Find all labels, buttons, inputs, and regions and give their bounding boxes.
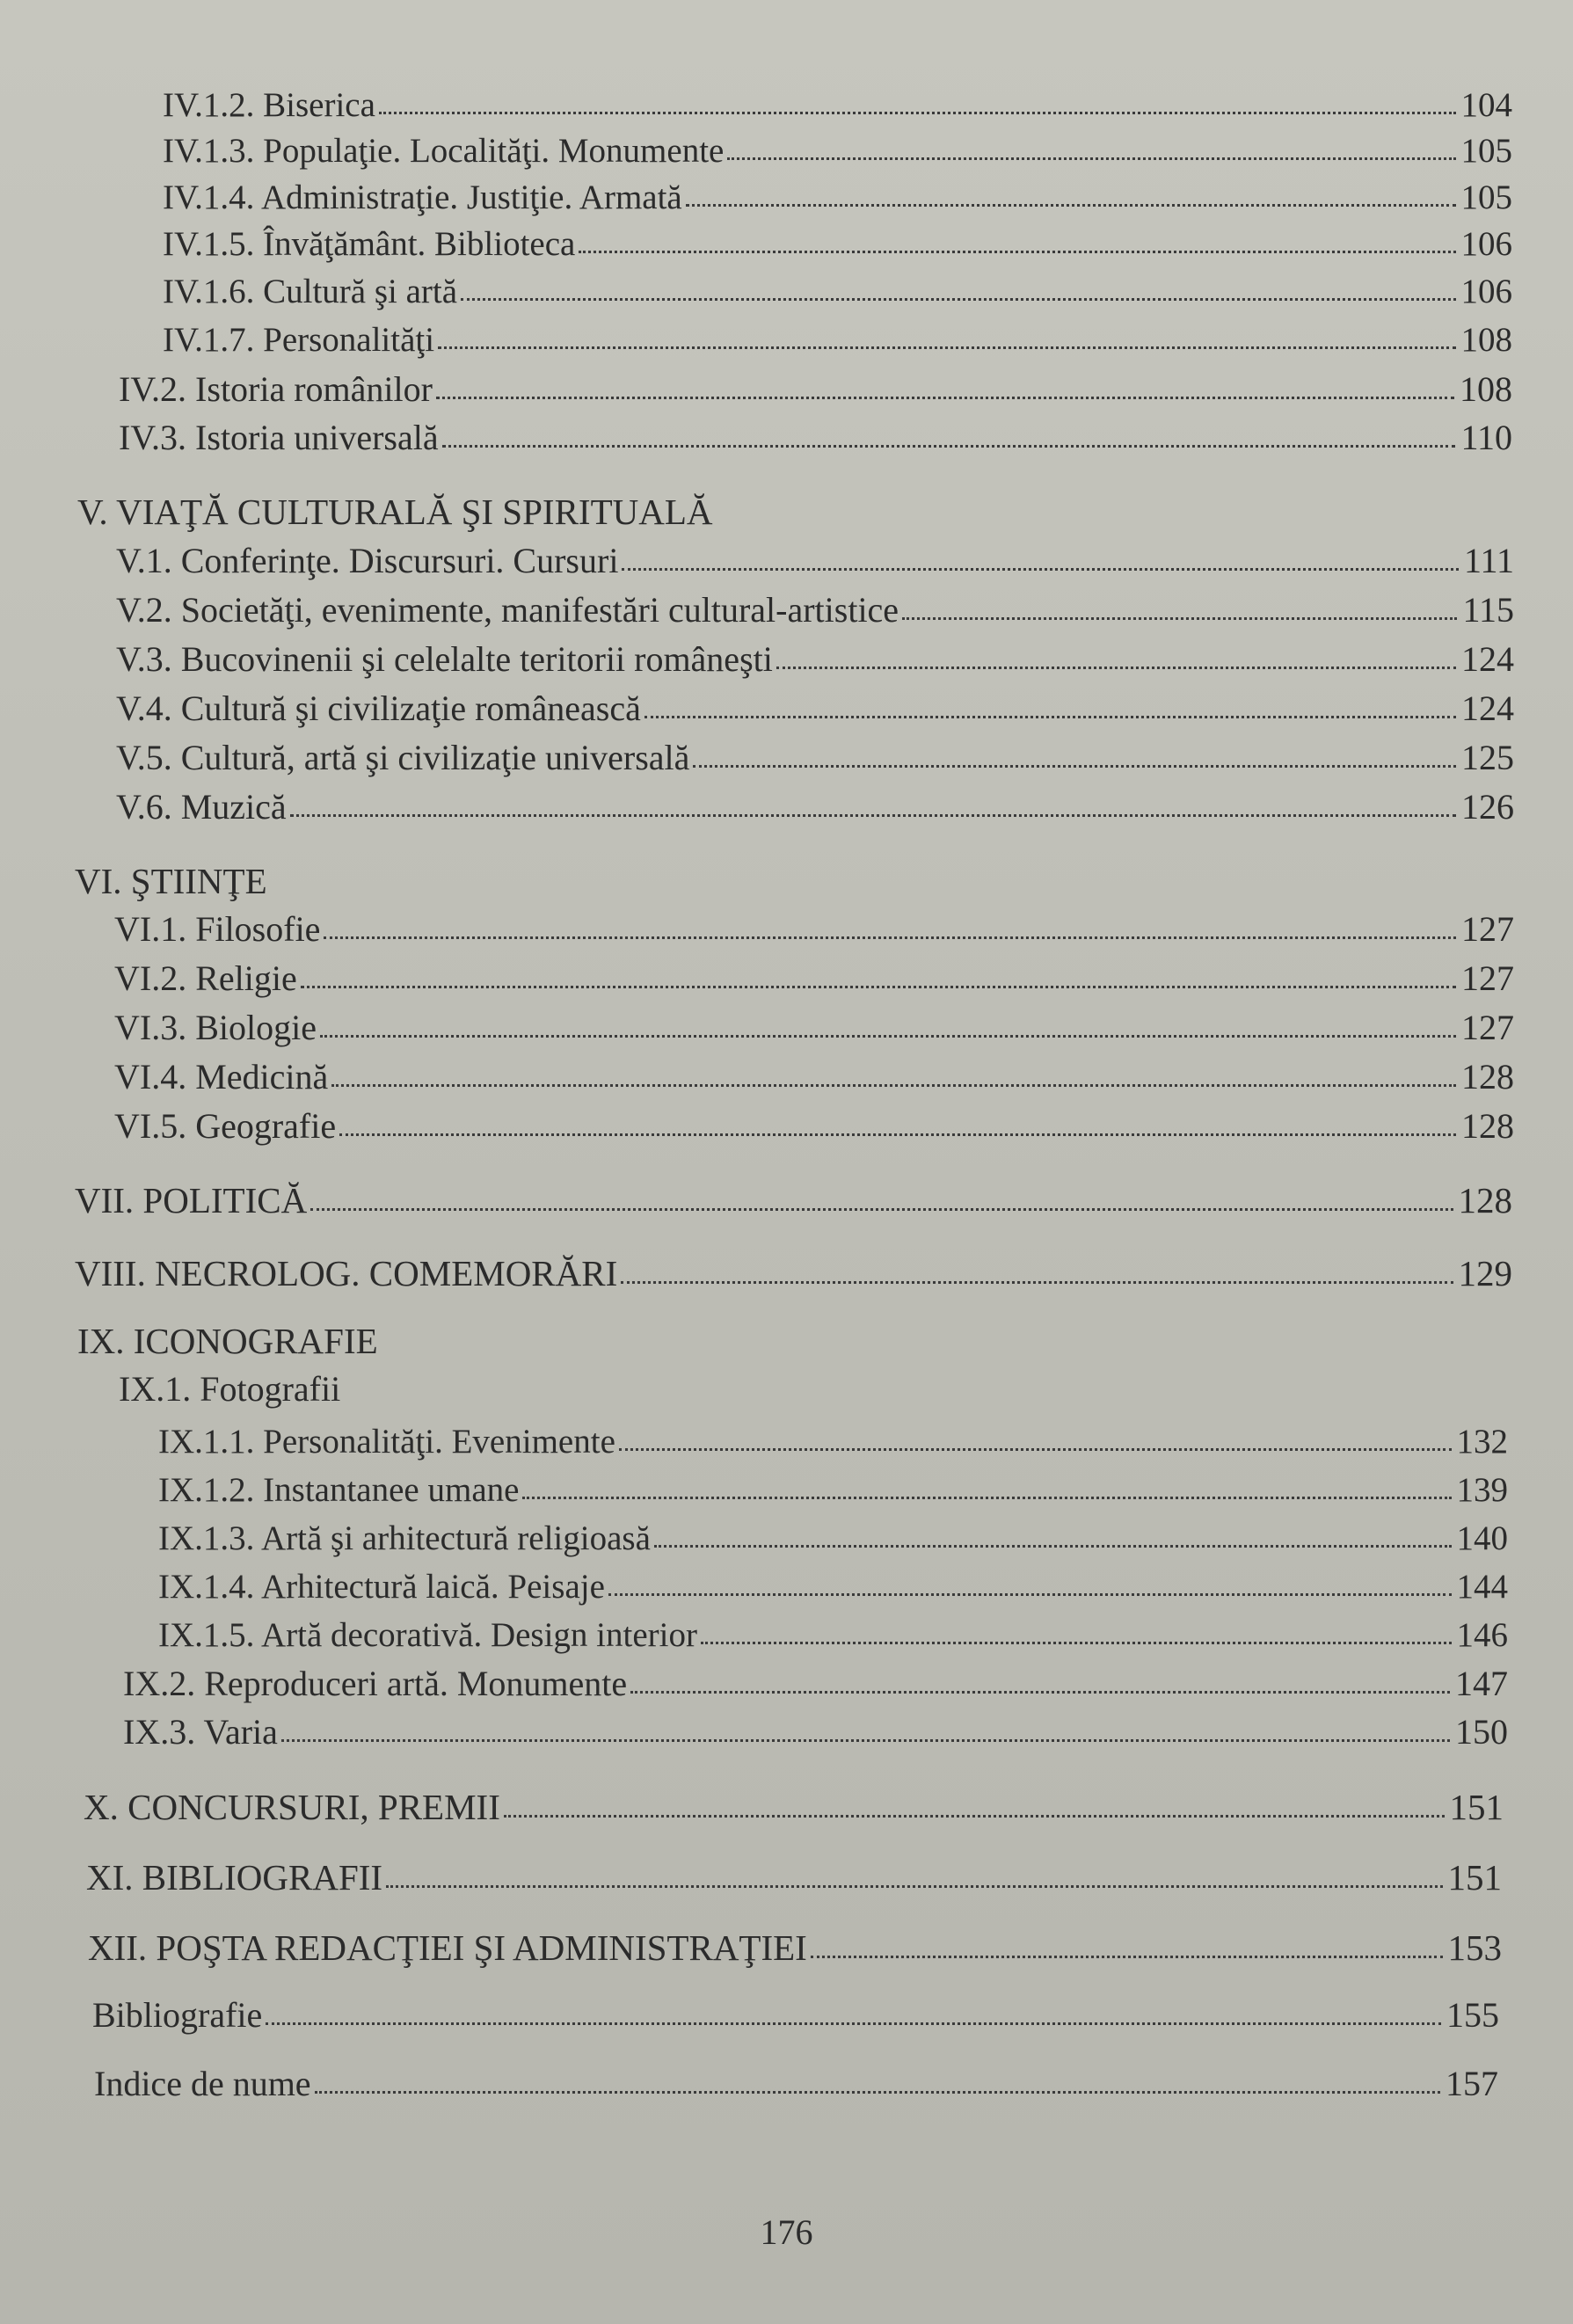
toc-entry-page: 128 [1461,1057,1514,1096]
toc-entry-page: 111 [1463,541,1514,580]
toc-entry-page: 128 [1458,1180,1512,1220]
toc-entry-label: VIII. NECROLOG. COMEMORĂRI [75,1253,618,1293]
toc-entry [123,1666,1508,1701]
dot-leader [266,2022,1441,2025]
dot-leader [379,112,1456,114]
toc-entry-page: 155 [1446,1995,1499,2035]
toc-entry [163,88,1512,122]
toc-entry-page: 108 [1460,369,1512,409]
dot-leader [386,1885,1442,1888]
toc-entry-label: IX.3. Varia [123,1712,278,1752]
toc-entry [163,274,1512,309]
toc-entry-page: 128 [1461,1106,1514,1146]
dot-leader [776,667,1456,669]
dot-leader [693,765,1456,768]
toc-entry-label: VI.1. Filosofie [114,909,321,949]
toc-entry-page: 129 [1458,1253,1512,1293]
toc-entry-label: VI.3. Biologie [114,1008,317,1047]
toc-entry [116,688,1514,728]
toc-entry-label: V.4. Cultură şi civilizaţie românească [116,688,641,728]
toc-entry [88,1927,1502,1968]
toc-entry [163,180,1512,215]
toc-entry-label: IX.1.2. Instantanee umane [158,1471,520,1509]
toc-entry-page: 127 [1461,909,1514,949]
section-heading: V. VIAŢĂ CULTURALĂ ŞI SPIRITUALĂ [77,492,713,532]
toc-entry-label: IV.1.2. Biserica [163,86,375,124]
toc-entry-page: 132 [1456,1423,1508,1461]
toc-entry [158,1521,1508,1555]
dot-leader [727,157,1455,160]
dot-leader [461,298,1455,301]
toc-entry-label: VII. POLITICĂ [75,1180,308,1220]
toc-entry [119,369,1512,409]
dot-leader [622,568,1459,571]
toc-entry-label: VI.5. Geografie [114,1106,337,1146]
toc-entry-label: IV.1.7. Personalităţi [163,321,435,359]
dot-leader [310,1208,1453,1211]
toc-entry-page: 150 [1455,1712,1508,1752]
dot-leader [436,397,1454,399]
toc-entry-page: 144 [1456,1568,1508,1606]
toc-entry [114,1010,1514,1045]
toc-entry-label: Bibliografie [92,1995,263,2035]
toc-entry-page: 157 [1446,2064,1498,2103]
toc-entry [119,420,1512,455]
toc-entry-page: 125 [1461,738,1514,777]
dot-leader [686,204,1456,207]
dot-leader [630,1691,1450,1694]
toc-entry-page: 105 [1460,132,1512,170]
toc-entry-label: V.3. Bucovinenii şi celelalte teritorii româneşti [116,639,773,679]
toc-entry-page: 151 [1447,1857,1502,1898]
toc-entry-label: IV.1.5. Învăţământ. Biblioteca [163,225,576,263]
toc-entry-page: 106 [1460,273,1512,310]
toc-entry-page: 105 [1460,178,1512,216]
toc-entry-label: V.2. Societăţi, evenimente, manifestări cultural-artistice [116,590,899,630]
dot-leader [301,986,1456,988]
dot-leader [290,814,1456,817]
toc-entry-label: IV.3. Istoria universală [119,418,439,457]
toc-entry [158,1473,1508,1507]
toc-entry [123,1712,1508,1752]
dot-leader [331,1084,1456,1087]
section-heading: VI. ŞTIINŢE [75,861,267,901]
toc-entry-label: X. CONCURSURI, PREMII [84,1787,500,1827]
toc-entry [94,2066,1498,2102]
toc-entry [163,134,1512,168]
toc-entry-page: 151 [1449,1787,1504,1827]
dot-leader [339,1133,1456,1136]
toc-entry [116,787,1514,827]
dot-leader [324,936,1456,939]
toc-entry [158,1424,1508,1459]
dot-leader [619,1448,1452,1451]
section-heading: IX. ICONOGRAFIE [77,1321,378,1361]
toc-entry-label: IX.1.3. Artă şi arhitectură religioasă [158,1519,651,1557]
toc-entry-label: XII. POŞTA REDACŢIEI ŞI ADMINISTRAŢIEI [88,1927,807,1968]
toc-entry-label: IX.1.4. Arhitectură laică. Peisaje [158,1568,605,1606]
toc-entry-page: 108 [1460,321,1512,359]
toc-entry-label: Indice de nume [94,2064,311,2103]
dot-leader [811,1956,1443,1958]
toc-entry-page: 127 [1461,1008,1514,1047]
dot-leader [644,716,1456,718]
dot-leader [522,1497,1451,1499]
toc-entry-page: 153 [1447,1927,1502,1968]
toc-entry [158,1570,1508,1604]
toc-entry-label: XI. BIBLIOGRAFII [86,1857,383,1898]
toc-entry [114,958,1514,998]
toc-entry-page: 124 [1461,639,1514,679]
page-number: 176 [760,2212,813,2252]
dot-leader [654,1545,1452,1548]
dot-leader [438,346,1455,349]
toc-entry [75,1253,1512,1293]
dot-leader [608,1593,1452,1596]
toc-entry-label: V.1. Conferinţe. Discursuri. Cursuri [116,541,619,580]
toc-entry-label: VI.4. Medicină [114,1057,329,1096]
toc-entry [116,740,1514,776]
toc-entry [116,590,1514,630]
toc-entry-label: V.5. Cultură, artă şi civilizaţie universală [116,738,690,777]
toc-entry-page: 126 [1461,787,1514,827]
toc-entry-label: IV.2. Istoria românilor [119,369,433,409]
toc-entry [163,227,1512,261]
toc-entry-label: IV.1.6. Cultură şi artă [163,273,458,310]
dot-leader [320,1035,1456,1038]
subsection-heading: IX.1. Fotografii [119,1369,341,1409]
toc-entry-label: IX.2. Reproduceri artă. Monumente [123,1664,628,1703]
dot-leader [315,2091,1440,2094]
toc-entry-label: IV.1.3. Populaţie. Localităţi. Monumente [163,132,725,170]
toc-entry [116,639,1514,679]
toc-entry [75,1180,1512,1220]
toc-entry [116,543,1514,579]
toc-entry-page: 127 [1461,958,1514,998]
toc-entry-page: 147 [1455,1664,1508,1703]
dot-leader [902,617,1457,620]
toc-entry-page: 104 [1460,86,1512,124]
toc-entry-label: IX.1.5. Artă decorativă. Design interior [158,1616,697,1654]
toc-entry-page: 110 [1460,418,1512,457]
toc-entry [158,1618,1508,1652]
toc-entry [114,909,1514,949]
toc-entry [114,1057,1514,1096]
dot-leader [504,1815,1445,1818]
toc-entry [114,1106,1514,1146]
toc-entry-page: 139 [1456,1471,1508,1509]
toc-entry [92,1995,1499,2035]
toc-entry [86,1857,1502,1898]
toc-entry-label: IX.1.1. Personalităţi. Evenimente [158,1423,615,1461]
toc-entry-label: V.6. Muzică [116,787,287,827]
toc-entry-page: 124 [1461,688,1514,728]
toc-entry-page: 140 [1456,1519,1508,1557]
dot-leader [621,1281,1453,1284]
toc-entry-page: 146 [1456,1616,1508,1654]
toc-entry-page: 106 [1460,225,1512,263]
toc-entry [84,1789,1504,1825]
toc-entry [163,323,1512,357]
dot-leader [281,1739,1450,1742]
toc-entry-label: IV.1.4. Administraţie. Justiţie. Armată [163,178,682,216]
toc-entry-label: VI.2. Religie [114,958,297,998]
dot-leader [701,1642,1452,1644]
dot-leader [442,445,1456,448]
toc-entry-page: 115 [1462,590,1514,630]
dot-leader [579,251,1455,253]
